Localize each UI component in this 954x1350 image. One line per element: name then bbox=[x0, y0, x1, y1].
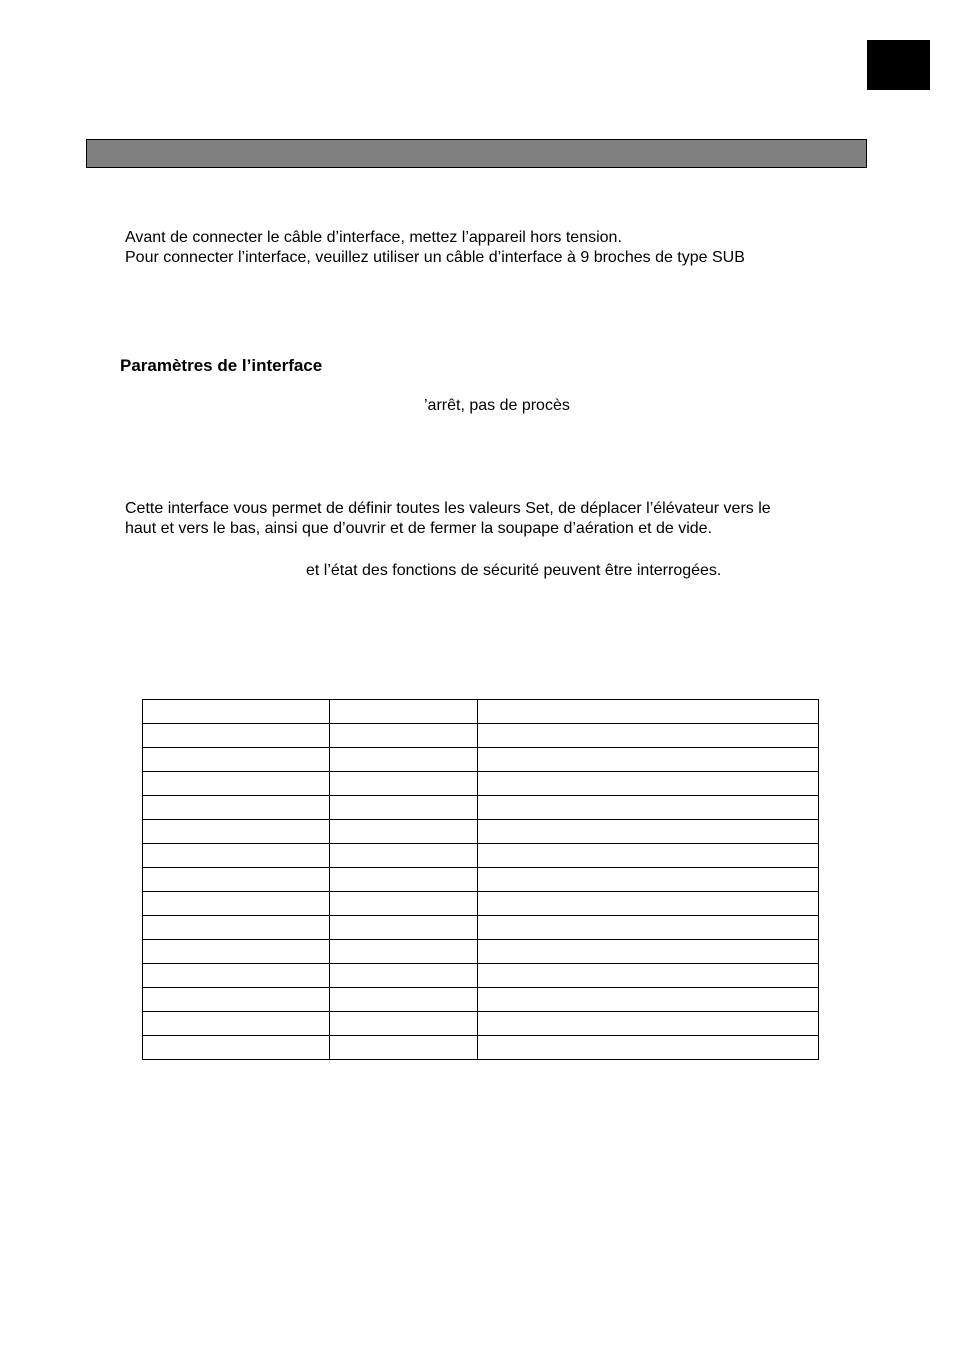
table-cell bbox=[143, 988, 330, 1012]
table-row bbox=[143, 820, 819, 844]
parameter-table bbox=[142, 699, 819, 1060]
table-row bbox=[143, 1012, 819, 1036]
table-row bbox=[143, 796, 819, 820]
table-cell bbox=[330, 892, 478, 916]
table-cell bbox=[330, 724, 478, 748]
table-cell bbox=[478, 1012, 819, 1036]
table-cell bbox=[143, 724, 330, 748]
table-row bbox=[143, 988, 819, 1012]
parameters-fragment: ’arrêt, pas de procès bbox=[424, 397, 570, 414]
table-cell bbox=[143, 964, 330, 988]
intro-line-2: Pour connecter l’interface, veuillez utiliser un câble d’interface à 9 broches de type SUB bbox=[125, 249, 745, 266]
table-cell bbox=[330, 772, 478, 796]
table-row bbox=[143, 748, 819, 772]
table-cell bbox=[478, 844, 819, 868]
table-cell bbox=[143, 820, 330, 844]
table-cell bbox=[478, 796, 819, 820]
table-cell bbox=[143, 940, 330, 964]
page-corner-tab bbox=[867, 40, 930, 90]
table-cell bbox=[478, 724, 819, 748]
table-cell bbox=[478, 940, 819, 964]
table-cell bbox=[330, 868, 478, 892]
table-cell bbox=[330, 700, 478, 724]
table-cell bbox=[143, 892, 330, 916]
section-title-bar bbox=[86, 139, 867, 168]
parameters-heading: Paramètres de l’interface bbox=[120, 356, 323, 375]
table-cell bbox=[478, 916, 819, 940]
table-row bbox=[143, 916, 819, 940]
table-cell bbox=[478, 988, 819, 1012]
table-cell bbox=[330, 748, 478, 772]
table-row bbox=[143, 964, 819, 988]
table-cell bbox=[330, 988, 478, 1012]
table-cell bbox=[143, 1036, 330, 1060]
table-cell bbox=[478, 700, 819, 724]
table-row bbox=[143, 868, 819, 892]
table-cell bbox=[143, 916, 330, 940]
table-cell bbox=[143, 700, 330, 724]
description-line-2: haut et vers le bas, ainsi que d’ouvrir et de fermer la soupape d’aération et de vide. bbox=[125, 520, 713, 537]
table-cell bbox=[143, 868, 330, 892]
table-cell bbox=[478, 772, 819, 796]
table-row bbox=[143, 940, 819, 964]
table-row bbox=[143, 724, 819, 748]
intro-line-1: Avant de connecter le câble d’interface, mettez l’appareil hors tension. bbox=[125, 229, 622, 246]
table-cell bbox=[143, 772, 330, 796]
table-row bbox=[143, 1036, 819, 1060]
table-cell bbox=[143, 1012, 330, 1036]
table-cell bbox=[330, 916, 478, 940]
table-cell bbox=[330, 844, 478, 868]
table-cell bbox=[478, 964, 819, 988]
table-cell bbox=[143, 796, 330, 820]
table-cell bbox=[330, 1012, 478, 1036]
table-cell bbox=[478, 892, 819, 916]
table-cell bbox=[330, 940, 478, 964]
table-cell bbox=[478, 820, 819, 844]
table-cell bbox=[330, 1036, 478, 1060]
description-line-3: et l’état des fonctions de sécurité peuvent être interrogées. bbox=[306, 562, 722, 579]
table-row bbox=[143, 772, 819, 796]
table-cell bbox=[143, 748, 330, 772]
table-row bbox=[143, 844, 819, 868]
table-row bbox=[143, 700, 819, 724]
table-cell bbox=[330, 964, 478, 988]
table-cell bbox=[478, 1036, 819, 1060]
table-row bbox=[143, 892, 819, 916]
table-cell bbox=[478, 868, 819, 892]
table-cell bbox=[143, 844, 330, 868]
table-cell bbox=[330, 796, 478, 820]
table-cell bbox=[478, 748, 819, 772]
description-line-1: Cette interface vous permet de définir toutes les valeurs Set, de déplacer l’élévateur vers le bbox=[125, 500, 771, 517]
table-cell bbox=[330, 820, 478, 844]
